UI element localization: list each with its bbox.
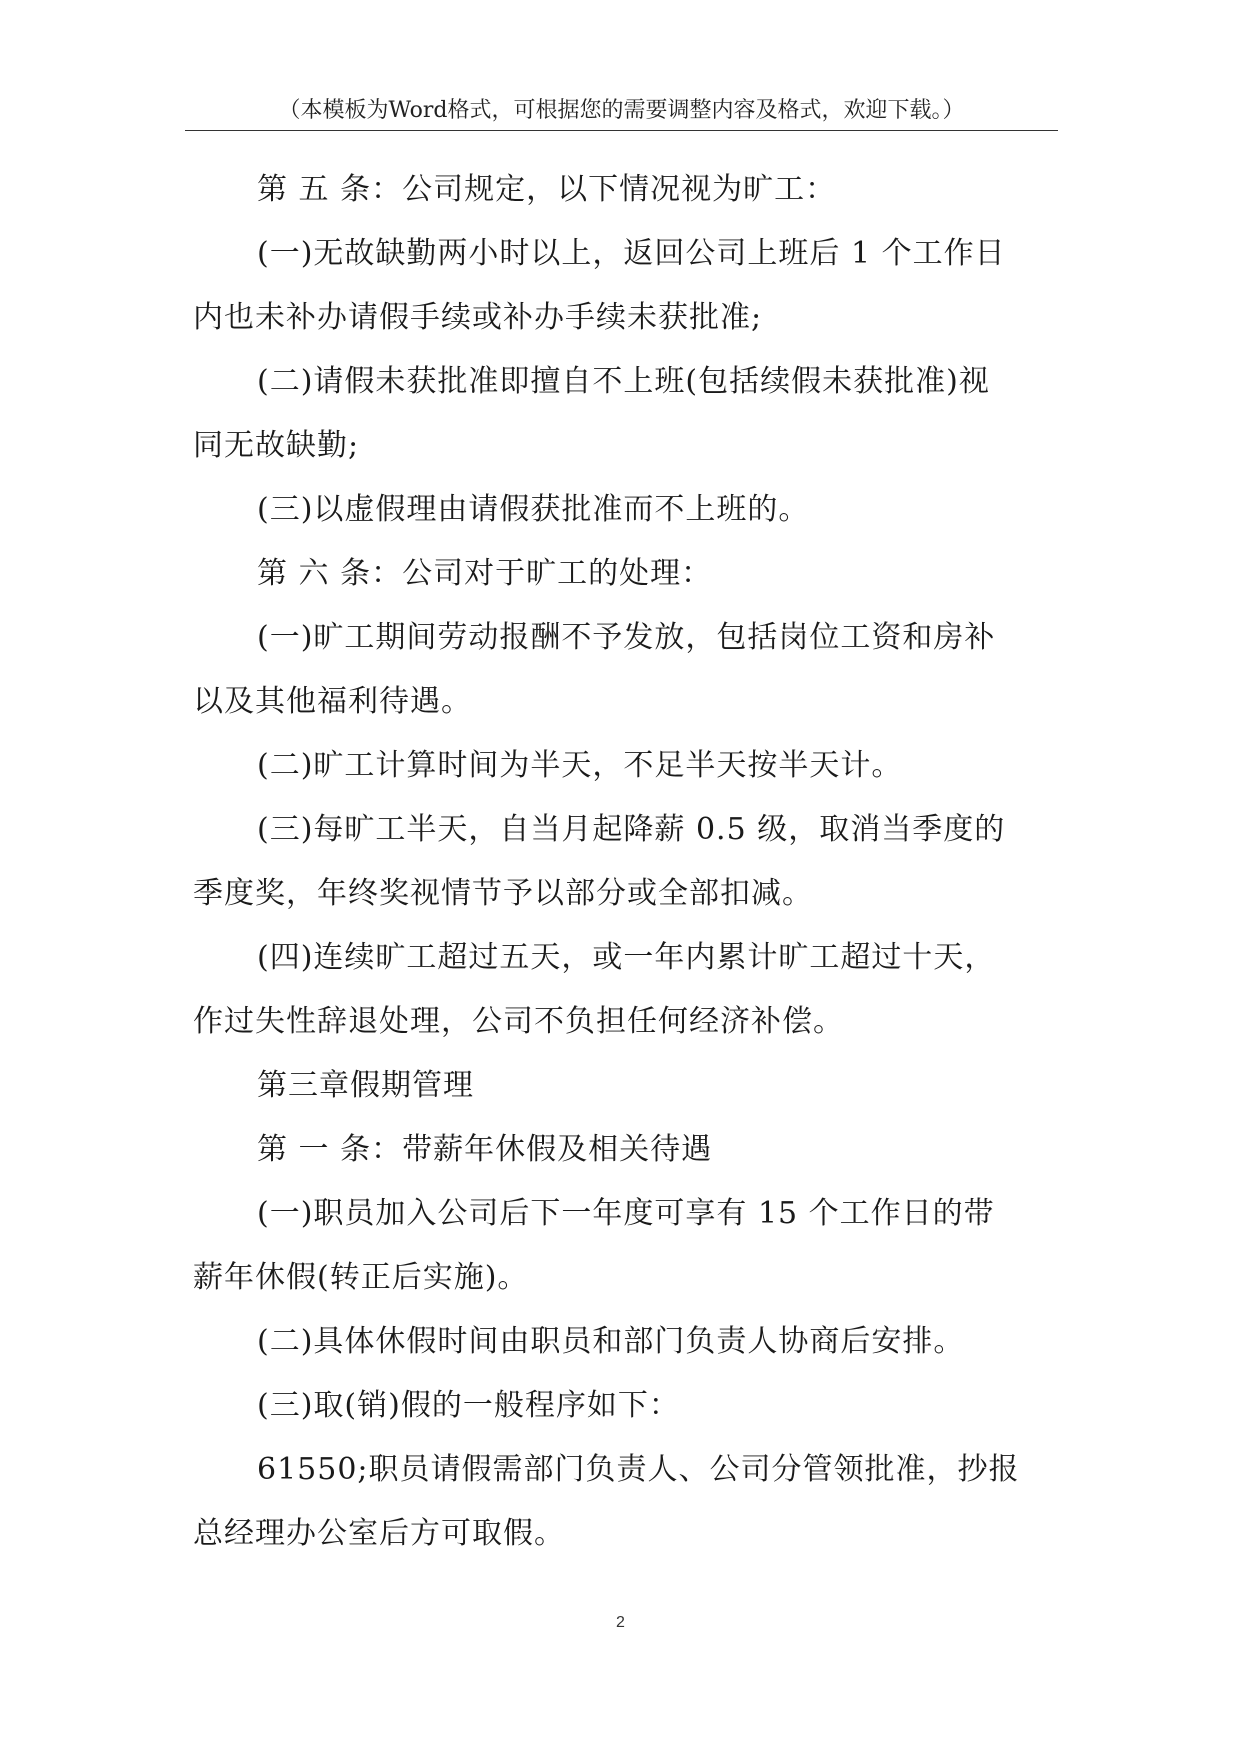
paragraph-item bbox=[193, 926, 1053, 1054]
paragraph-line: 第 五 条：公司规定，以下情况视为旷工： bbox=[257, 172, 837, 207]
paragraph-line: 第 一 条：带薪年休假及相关待遇 bbox=[257, 1132, 713, 1167]
paragraph-item bbox=[193, 606, 1053, 734]
paragraph-item bbox=[193, 222, 1053, 350]
paragraph-line: (二)旷工计算时间为半天，不足半天按半天计。 bbox=[257, 748, 903, 783]
paragraph-line: (一)职员加入公司后下一年度可享有 15 个工作日的带 bbox=[257, 1196, 995, 1231]
paragraph-line: (一)旷工期间劳动报酬不予发放，包括岗位工资和房补 bbox=[257, 620, 996, 655]
header-divider bbox=[185, 130, 1058, 131]
paragraph-article-5 bbox=[193, 158, 1053, 222]
document-body bbox=[193, 158, 1053, 1566]
paragraph-item bbox=[193, 798, 1053, 926]
paragraph-item bbox=[193, 350, 1053, 478]
paragraph-line: 同无故缺勤; bbox=[193, 428, 360, 463]
paragraph-line: 总经理办公室后方可取假。 bbox=[193, 1516, 565, 1551]
paragraph-line: 作过失性辞退处理，公司不负担任何经济补偿。 bbox=[193, 1004, 844, 1039]
paragraph-item bbox=[193, 734, 1053, 798]
paragraph-item bbox=[193, 1438, 1053, 1566]
paragraph-line: 内也未补办请假手续或补办手续未获批准; bbox=[193, 300, 763, 335]
paragraph-line: 季度奖，年终奖视情节予以部分或全部扣减。 bbox=[193, 876, 813, 911]
paragraph-line: (一)无故缺勤两小时以上，返回公司上班后 1 个工作日 bbox=[257, 236, 1006, 271]
paragraph-item bbox=[193, 1182, 1053, 1310]
paragraph-item bbox=[193, 1310, 1053, 1374]
template-header-note: （本模板为Word格式，可根据您的需要调整内容及格式，欢迎下载。） bbox=[278, 98, 965, 123]
page-number: 2 bbox=[616, 1614, 625, 1631]
chapter-heading bbox=[193, 1054, 1053, 1118]
paragraph-line: (三)以虚假理由请假获批准而不上班的。 bbox=[257, 492, 810, 527]
paragraph-article-6 bbox=[193, 542, 1053, 606]
paragraph-line: 以及其他福利待遇。 bbox=[193, 684, 472, 719]
paragraph-item bbox=[193, 478, 1053, 542]
paragraph-line: 第三章假期管理 bbox=[257, 1068, 474, 1103]
paragraph-line: (三)取(销)假的一般程序如下： bbox=[257, 1388, 680, 1423]
paragraph-line: (二)请假未获批准即擅自不上班(包括续假未获批准)视 bbox=[257, 364, 990, 399]
paragraph-line: 61550;职员请假需部门负责人、公司分管领批准，抄报 bbox=[257, 1452, 1020, 1487]
paragraph-line: (三)每旷工半天，自当月起降薪 0.5 级，取消当季度的 bbox=[257, 812, 1006, 847]
paragraph-line: (四)连续旷工超过五天，或一年内累计旷工超过十天， bbox=[257, 940, 996, 975]
paragraph-item bbox=[193, 1374, 1053, 1438]
paragraph-line: 薪年休假(转正后实施)。 bbox=[193, 1260, 529, 1295]
paragraph-line: (二)具体休假时间由职员和部门负责人协商后安排。 bbox=[257, 1324, 965, 1359]
paragraph-line: 第 六 条：公司对于旷工的处理： bbox=[257, 556, 713, 591]
paragraph-article-1 bbox=[193, 1118, 1053, 1182]
